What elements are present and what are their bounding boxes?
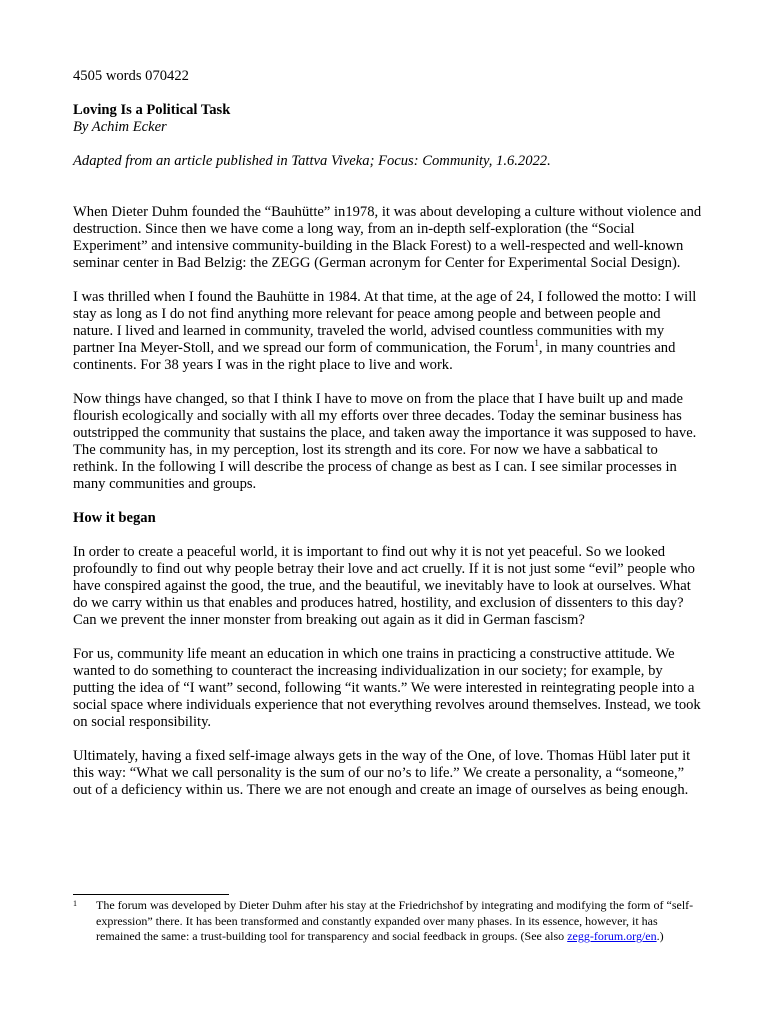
paragraph-6: Ultimately, having a fixed self-image always gets in the way of the One, of love. Thomas Hübl later put it this way: “What we call personality is the sum of our no’s to life.” We create a personality, a “someone,” out of a deficiency within us. There we are not enough and create an image of ourselves as being enough.: [73, 748, 691, 798]
footnote-end: .): [656, 929, 664, 943]
paragraph-2-text: I was thrilled when I found the Bauhütte in 1984. At that time, at the age of 24, I followed the motto: I will stay as long as I do not find anything more relevant for peace among people and between people and nature. I lived and learned in community, traveled the world, advised countless communities with my partner Ina Meyer-Stoll, and we spread our form of communication, the Forum: [73, 289, 697, 356]
article-title: Loving Is a Political Task: [73, 102, 231, 118]
footnote-text: [96, 898, 703, 945]
paragraph-3: Now things have changed, so that I think I have to move on from the place that I have built up and made flourish ecologically and socially with all my efforts over three decades. Today the seminar business has outstripped the community that sustains the place, and taken away the importance it was supposed to have. The community has, in my perception, lost its strength and its core. For now we have a sabbatical to rethink. In the following I will describe the process of change as best as I can. I see similar processes in many communities and groups.: [73, 391, 697, 492]
paragraph-2: [73, 289, 703, 374]
section-heading: How it began: [73, 510, 156, 526]
footnote: [73, 898, 703, 945]
footnote-mark: 1: [73, 899, 77, 908]
footnote-divider: [73, 894, 229, 895]
document-page: [73, 68, 703, 799]
paragraph-5: For us, community life meant an education in which one trains in practicing a constructive attitude. We wanted to do something to counteract the increasing individualization in our society; for example, by putting the idea of “I want” second, following “it wants.” We were interested in reintegrating people into a social space where individuals experience that not everything revolves around themselves. Instead, we took on social responsibility.: [73, 646, 701, 730]
byline: By Achim Ecker: [73, 119, 167, 135]
paragraph-4: In order to create a peaceful world, it is important to find out why it is not yet peaceful. So we looked profoundly to find out why people betray their love and act cruelly. If it is not just some “evil” people who have conspired against the good, the true, and the beautiful, we inevitably have to look at ourselves. What do we carry within us that enables and produces hatred, hostility, and exclusion of dissenters to this day? Can we prevent the inner monster from breaking out again as it did in German fascism?: [73, 544, 695, 628]
footnote-body: The forum was developed by Dieter Duhm after his stay at the Friedrichshof by integrating and modifying the form of “self-expression” there. It has been transformed and constantly expanded over many phases. In its essence, however, it has remained the same: a trust-building tool for transparency and social feedback in groups. (See also: [96, 898, 694, 943]
paragraph-1: When Dieter Duhm founded the “Bauhütte” in1978, it was about developing a culture without violence and destruction. Since then we have come a long way, from an in-depth self-exploration (the “Social Experiment” and intensive community-building in the Black Forest) to a well-respected and well-known seminar center in Bad Belzig: the ZEGG (German acronym for Center for Experimental Social Design).: [73, 204, 702, 271]
adaptation-note: Adapted from an article published in Tattva Viveka; Focus: Community, 1.6.2022.: [73, 153, 551, 169]
word-count: 4505 words 070422: [73, 68, 189, 84]
footnote-ref[interactable]: 1: [534, 338, 539, 349]
paragraph-2-text-end: , in many countries and continents. For 38 years I was in the right place to live and work.: [73, 340, 676, 373]
footnote-link[interactable]: zegg-forum.org/en: [567, 929, 657, 943]
